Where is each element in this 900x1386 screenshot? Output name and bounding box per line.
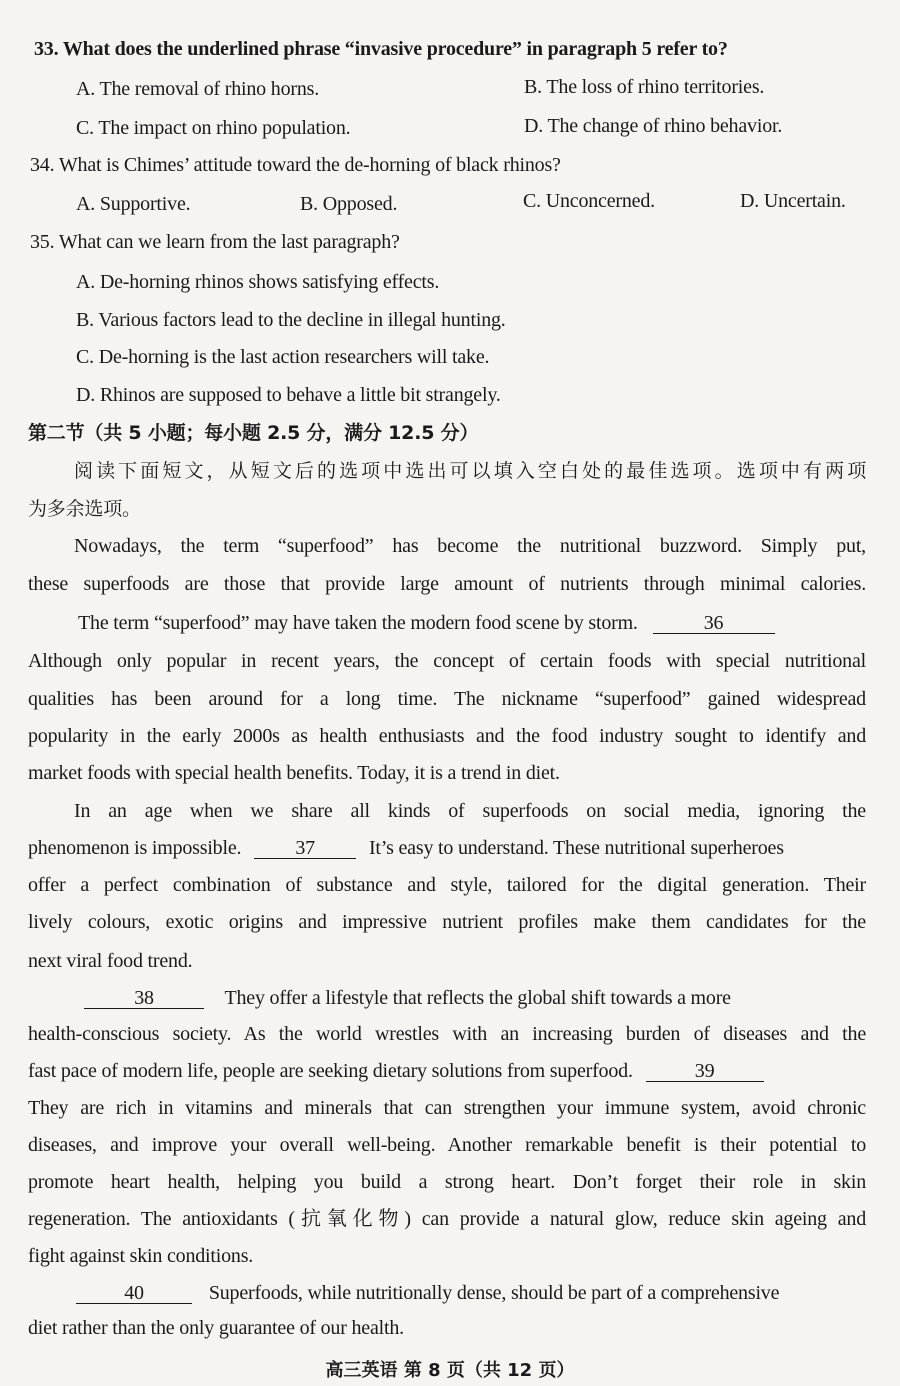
passage-p3-line-4: lively colours, exotic origins and impressive nutrient profiles make them candidates for the: [28, 911, 866, 933]
q33-stem: 33. What does the underlined phrase “invasive procedure” in paragraph 5 refer to?: [34, 38, 728, 60]
passage-p3-line-5: next viral food trend.: [28, 950, 193, 972]
passage-p2-line-4: popularity in the early 2000s as health enthusiasts and the food industry sought to identify and: [28, 725, 866, 747]
passage-p4-line-5: diseases, and improve your overall well-being. Another remarkable benefit is their potential to: [28, 1134, 866, 1156]
passage-p3-line-1: In an age when we share all kinds of superfoods on social media, ignoring the: [74, 800, 866, 822]
passage-p4-line-1: [84, 986, 731, 1010]
passage-p4-text-3: fast pace of modern life, people are seeking dietary solutions from superfood.: [28, 1060, 633, 1082]
passage-p4-line-6: promote heart health, helping you build a strong heart. Don’t forget their role in skin: [28, 1171, 866, 1193]
q35-stem: 35. What can we learn from the last paragraph?: [30, 231, 400, 253]
q34-option-c: C. Unconcerned.: [523, 190, 655, 212]
section-instructions-line-2: 为多余选项。: [28, 498, 141, 520]
passage-p4-line-2: health-conscious society. As the world wrestles with an increasing burden of diseases and the: [28, 1023, 866, 1045]
passage-p4-line-4: They are rich in vitamins and minerals that can strengthen your immune system, avoid chronic: [28, 1097, 866, 1119]
q34-option-d: D. Uncertain.: [740, 190, 846, 212]
blank-40: 40: [76, 1283, 192, 1304]
q34-stem: 34. What is Chimes’ attitude toward the de-horning of black rhinos?: [30, 154, 561, 176]
passage-p2-line-3: qualities has been around for a long time. The nickname “superfood” gained widespread: [28, 688, 866, 710]
section-heading: 第二节（共 5 小题；每小题 2.5 分，满分 12.5 分）: [28, 422, 479, 444]
blank-36: 36: [653, 613, 775, 634]
q33-option-d: D. The change of rhino behavior.: [524, 115, 783, 137]
passage-p1-line-1: Nowadays, the term “superfood” has become the nutritional buzzword. Simply put,: [74, 535, 866, 557]
passage-p4-line-3: [28, 1059, 764, 1083]
passage-p2-text: The term “superfood” may have taken the modern food scene by storm.: [78, 612, 638, 634]
q33-option-a: A. The removal of rhino horns.: [76, 78, 320, 100]
q33-option-c: C. The impact on rhino population.: [76, 117, 351, 139]
q34-option-a: A. Supportive.: [76, 193, 191, 215]
passage-p4-line-8: fight against skin conditions.: [28, 1245, 254, 1267]
blank-39: 39: [646, 1061, 764, 1082]
passage-p3-text-b: It’s easy to understand. These nutritional superheroes: [368, 837, 784, 859]
passage-p2-line-1: [78, 611, 775, 635]
passage-p4-text: They offer a lifestyle that reflects the global shift towards a more: [224, 987, 731, 1009]
passage-p5-line-1: [76, 1281, 779, 1305]
blank-37: 37: [254, 838, 356, 859]
passage-p2-line-5: market foods with special health benefits. Today, it is a trend in diet.: [28, 762, 560, 784]
page-footer: 高三英语 第 8 页（共 12 页）: [325, 1360, 575, 1381]
passage-p5-line-2: diet rather than the only guarantee of our health.: [28, 1317, 404, 1339]
q35-option-c: C. De-horning is the last action researchers will take.: [76, 346, 490, 368]
passage-p3-text-a: phenomenon is impossible.: [28, 837, 242, 859]
passage-p5-text: Superfoods, while nutritionally dense, should be part of a comprehensive: [208, 1282, 780, 1304]
passage-p3-line-3: offer a perfect combination of substance and style, tailored for the digital generation. Their: [28, 874, 866, 896]
passage-p3-line-2: [28, 836, 784, 860]
q33-option-b: B. The loss of rhino territories.: [524, 76, 765, 98]
passage-p2-line-2: Although only popular in recent years, the concept of certain foods with special nutritional: [28, 650, 866, 672]
q34-option-b: B. Opposed.: [300, 193, 398, 215]
q35-option-d: D. Rhinos are supposed to behave a little bit strangely.: [76, 384, 501, 406]
blank-38: 38: [84, 988, 204, 1009]
section-instructions-line-1: 阅读下面短文，从短文后的选项中选出可以填入空白处的最佳选项。选项中有两项: [74, 460, 866, 482]
passage-p4-line-7: regeneration. The antioxidants (抗氧化物) can provide a natural glow, reduce skin ageing and: [28, 1208, 866, 1230]
passage-p1-line-2: these superfoods are those that provide large amount of nutrients through minimal calories.: [28, 573, 866, 595]
q35-option-a: A. De-horning rhinos shows satisfying effects.: [76, 271, 440, 293]
q35-option-b: B. Various factors lead to the decline in illegal hunting.: [76, 309, 506, 331]
